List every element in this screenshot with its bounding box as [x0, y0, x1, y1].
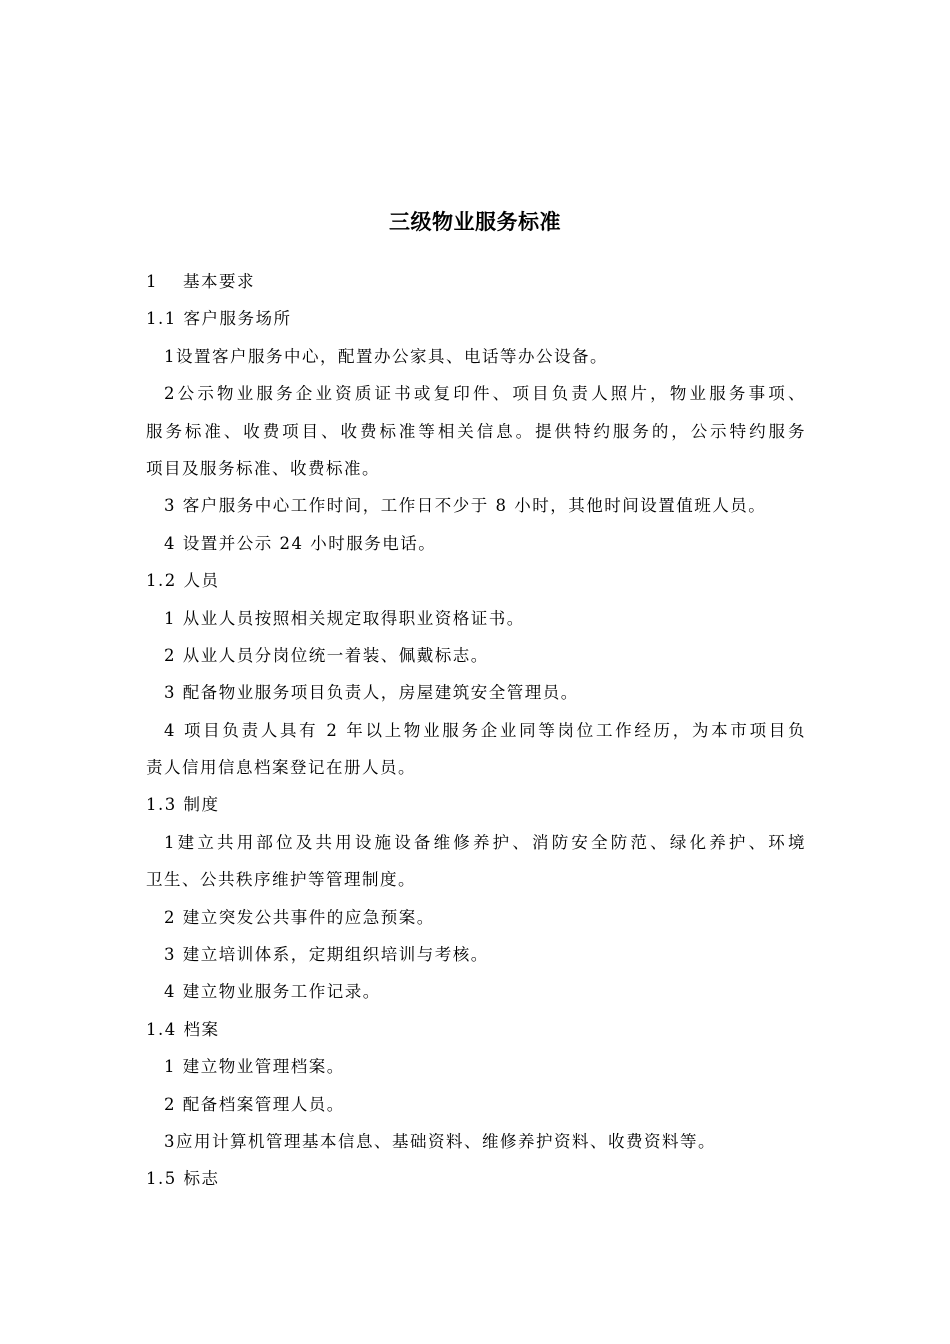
paragraph-line: 1建立共用部位及共用设施设备维修养护、消防安全防范、绿化养护、环境: [164, 832, 806, 852]
paragraph-line: 卫生、公共秩序维护等管理制度。: [146, 870, 416, 890]
section-heading: 1.5 标志: [146, 1169, 220, 1189]
paragraph-line: 3 客户服务中心工作时间，工作日不少于 8 小时，其他时间设置值班人员。: [164, 496, 767, 516]
paragraph-line: 2 从业人员分岗位统一着装、佩戴标志。: [164, 645, 489, 665]
document-body: [146, 263, 806, 1198]
section-heading: 1.4 档案: [146, 1019, 220, 1039]
paragraph-line: 3应用计算机管理基本信息、基础资料、维修养护资料、收费资料等。: [164, 1131, 716, 1151]
section-heading: 1.2 人员: [146, 571, 220, 591]
paragraph-line: 4 建立物业服务工作记录。: [164, 982, 381, 1002]
paragraph-line: 1设置客户服务中心，配置办公家具、电话等办公设备。: [164, 346, 608, 366]
paragraph-line: 2公示物业服务企业资质证书或复印件、项目负责人照片，物业服务事项、: [164, 384, 806, 404]
section-heading: 1.3 制度: [146, 795, 220, 815]
paragraph-line: 4 项目负责人具有 2 年以上物业服务企业同等岗位工作经历，为本市项目负: [164, 720, 806, 740]
paragraph-line: 1 从业人员按照相关规定取得职业资格证书。: [164, 608, 525, 628]
paragraph-line: 4 设置并公示 24 小时服务电话。: [164, 533, 437, 553]
paragraph-line: 2 建立突发公共事件的应急预案。: [164, 907, 435, 927]
paragraph-line: 3 配备物业服务项目负责人，房屋建筑安全管理员。: [164, 683, 579, 703]
paragraph-line: 责人信用信息档案登记在册人员。: [146, 758, 416, 778]
section-number: 1: [146, 272, 158, 291]
section-title: 基本要求: [183, 272, 255, 291]
paragraph-line: 3 建立培训体系，定期组织培训与考核。: [164, 945, 489, 965]
paragraph-line: 2 配备档案管理人员。: [164, 1094, 345, 1114]
section-heading: 1.1 客户服务场所: [146, 309, 292, 329]
paragraph-line: 1 建立物业管理档案。: [164, 1057, 345, 1077]
paragraph-line: 项目及服务标准、收费标准。: [146, 458, 380, 478]
document-title: 三级物业服务标准: [389, 210, 561, 234]
section-heading-1: [146, 263, 806, 300]
paragraph-line: 服务标准、收费项目、收费标准等相关信息。提供特约服务的，公示特约服务: [146, 421, 806, 441]
